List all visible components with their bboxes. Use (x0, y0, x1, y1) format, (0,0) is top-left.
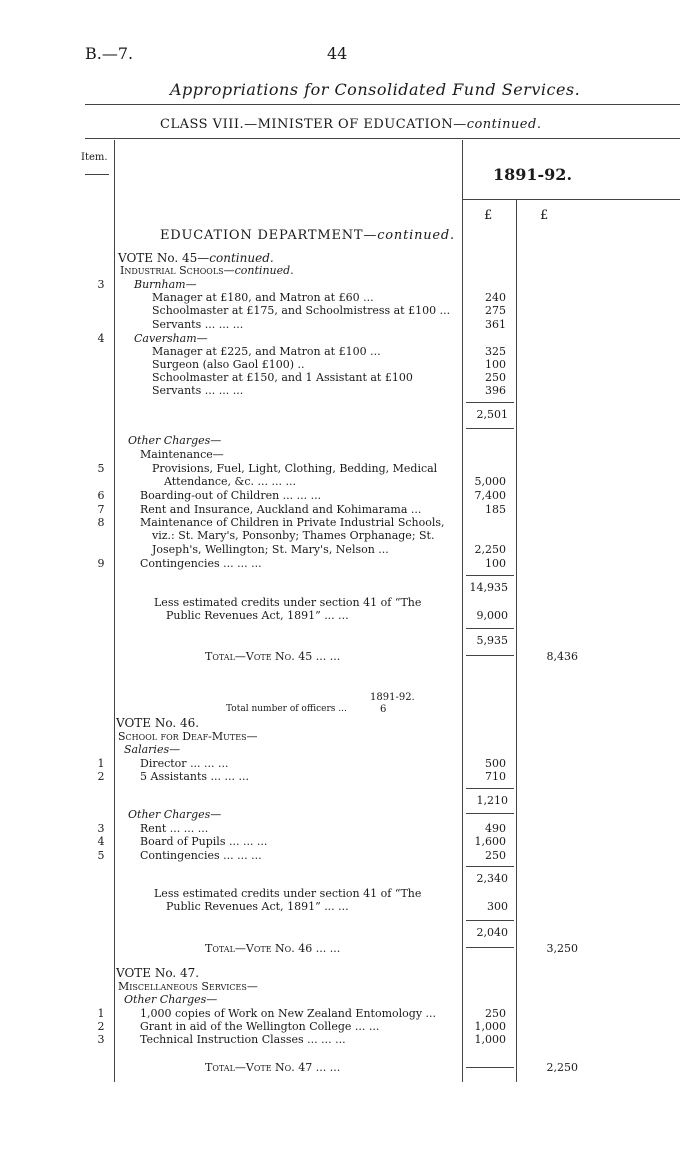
subtotal-rule (466, 628, 514, 629)
subtotal-rule (466, 428, 514, 429)
pound-symbol-1: £ (484, 208, 493, 223)
item-number: 1 (97, 757, 105, 770)
subtotal-rule (466, 575, 514, 576)
line-text: 1,000 copies of Work on New Zealand Entomology ... (140, 1007, 437, 1020)
line-text: Boarding-out of Children ... ... ... (140, 489, 322, 502)
line-amount: 7,400 (474, 489, 506, 502)
line-text: Manager at £225, and Matron at £100 ... (152, 345, 381, 358)
item-number: 3 (97, 822, 105, 835)
item-number: 9 (97, 557, 105, 570)
line-amount: 1,000 (474, 1020, 506, 1033)
vote46-salaries-subtotal: 1,210 (476, 794, 508, 807)
vote47-section: Miscellaneous Services— (118, 980, 258, 993)
line-amount: 185 (485, 503, 506, 516)
line-amount: 250 (485, 849, 506, 862)
line-amount: 275 (485, 304, 506, 317)
item-number: 4 (97, 835, 105, 848)
line-amount: 710 (485, 770, 506, 783)
line-text: Contingencies ... ... ... (140, 557, 262, 570)
line-text: Technical Instruction Classes ... ... ... (140, 1033, 346, 1046)
line-amount: 2,250 (474, 543, 506, 556)
less-credits-text: Public Revenues Act, 1891” ... ... (166, 900, 349, 913)
less-credits-amount: 9,000 (476, 609, 508, 622)
line-text: Surgeon (also Gaol £100) .. (152, 358, 305, 371)
line-amount: 5,000 (474, 475, 506, 488)
total-rule (466, 947, 514, 948)
line-amount: 490 (485, 822, 506, 835)
line-text: Servants ... ... ... (152, 318, 244, 331)
total-column-rule (516, 200, 517, 1082)
vote45-net: 5,935 (476, 634, 508, 647)
line-text: Maintenance of Children in Private Industrial Schools, (140, 516, 445, 529)
line-text: Manager at £180, and Matron at £60 ... (152, 291, 374, 304)
pound-symbol-2: £ (540, 208, 549, 223)
vote46-net: 2,040 (476, 926, 508, 939)
line-text: Schoolmaster at £150, and 1 Assistant at £100 (152, 371, 413, 384)
item-number: 1 (97, 1007, 105, 1020)
total-rule (466, 655, 514, 656)
less-credits-text: Less estimated credits under section 41 of “The (154, 596, 422, 609)
subtotal-rule (466, 920, 514, 921)
caversham-label: Caversham— (134, 332, 208, 345)
total-rule (466, 1067, 514, 1068)
line-text: Director ... ... ... (140, 757, 229, 770)
item-number: 2 (97, 1020, 105, 1033)
page-title: Appropriations for Consolidated Fund Services. (170, 80, 581, 99)
officers-year: 1891-92. (370, 692, 415, 703)
line-text: Joseph's, Wellington; St. Mary's, Nelson ... (152, 543, 389, 556)
line-amount: 1,000 (474, 1033, 506, 1046)
item-header-rule (85, 174, 109, 175)
subtotal-rule (466, 402, 514, 403)
amount-column-rule (462, 140, 463, 1082)
vote46-total: 3,250 (546, 942, 578, 955)
item-number: 5 (97, 849, 105, 862)
line-amount: 250 (485, 371, 506, 384)
item-number: 2 (97, 770, 105, 783)
subtotal-rule (466, 813, 514, 814)
item-column-rule (114, 140, 115, 1082)
subtotal-rule (466, 788, 514, 789)
line-text: Rent ... ... ... (140, 822, 209, 835)
item-number: 3 (97, 1033, 105, 1046)
subtotal-rule (466, 866, 514, 867)
item-number: 6 (97, 489, 105, 502)
line-text: Provisions, Fuel, Light, Clothing, Bedding, Medical (152, 462, 438, 475)
vote45-other-charges-subtotal: 14,935 (469, 581, 508, 594)
vote47-heading: VOTE No. 47. (116, 966, 200, 980)
other-charges-label: Other Charges— (124, 993, 218, 1006)
vote47-total: 2,250 (546, 1061, 578, 1074)
class-heading: CLASS VIII.—MINISTER OF EDUCATION—continued. (160, 117, 542, 132)
vote45-total: 8,436 (546, 650, 578, 663)
line-text: Grant in aid of the Wellington College ... ... (140, 1020, 380, 1033)
line-text: Attendance, &c. ... ... ... (164, 475, 296, 488)
vote46-heading: VOTE No. 46. (116, 716, 200, 730)
vote45-heading: VOTE No. 45—continued. (118, 251, 274, 265)
line-text: viz.: St. Mary's, Ponsonby; Thames Orphanage; St. (152, 529, 435, 542)
line-amount: 240 (485, 291, 506, 304)
line-amount: 361 (485, 318, 506, 331)
line-text: Contingencies ... ... ... (140, 849, 262, 862)
title-rule (85, 104, 680, 105)
page-number: 44 (327, 44, 348, 63)
burnham-label: Burnham— (134, 278, 197, 291)
less-credits-text: Public Revenues Act, 1891” ... ... (166, 609, 349, 622)
officers-label: Total number of officers ... (226, 704, 347, 714)
item-number: 4 (97, 332, 105, 345)
line-amount: 325 (485, 345, 506, 358)
line-text: Servants ... ... ... (152, 384, 244, 397)
other-charges-label: Other Charges— (128, 808, 222, 821)
less-credits-amount: 300 (487, 900, 508, 913)
line-text: Board of Pupils ... ... ... (140, 835, 268, 848)
year-column-header: 1891-92. (493, 165, 573, 184)
officers-count: 6 (380, 704, 387, 715)
item-column-header: Item. (81, 152, 108, 163)
year-header-rule (462, 199, 680, 200)
maintenance-label: Maintenance— (140, 448, 224, 461)
item-number: 7 (97, 503, 105, 516)
line-amount: 500 (485, 757, 506, 770)
vote45-salaries-subtotal: 2,501 (476, 408, 508, 421)
salaries-label: Salaries— (124, 743, 181, 756)
department-heading: EDUCATION DEPARTMENT—continued. (160, 228, 455, 243)
vote46-other-charges-subtotal: 2,340 (476, 872, 508, 885)
vote46-total-label: Total—Vote No. 46 ... ... (205, 942, 341, 955)
header-rule (85, 138, 680, 139)
line-amount: 396 (485, 384, 506, 397)
line-text: Rent and Insurance, Auckland and Kohimarama ... (140, 503, 422, 516)
line-amount: 100 (485, 358, 506, 371)
vote46-section: School for Deaf-Mutes— (118, 730, 258, 743)
line-text: Schoolmaster at £175, and Schoolmistress at £100 ... (152, 304, 451, 317)
vote45-total-label: Total—Vote No. 45 ... ... (205, 650, 341, 663)
less-credits-text: Less estimated credits under section 41 of “The (154, 887, 422, 900)
item-number: 3 (97, 278, 105, 291)
line-amount: 100 (485, 557, 506, 570)
item-number: 5 (97, 462, 105, 475)
other-charges-label: Other Charges— (128, 434, 222, 447)
page-reference: B.—7. (85, 44, 134, 63)
vote47-total-label: Total—Vote No. 47 ... ... (205, 1061, 341, 1074)
line-text: 5 Assistants ... ... ... (140, 770, 249, 783)
line-amount: 250 (485, 1007, 506, 1020)
vote45-section: Industrial Schools—continued. (120, 264, 294, 277)
item-number: 8 (97, 516, 105, 529)
line-amount: 1,600 (474, 835, 506, 848)
